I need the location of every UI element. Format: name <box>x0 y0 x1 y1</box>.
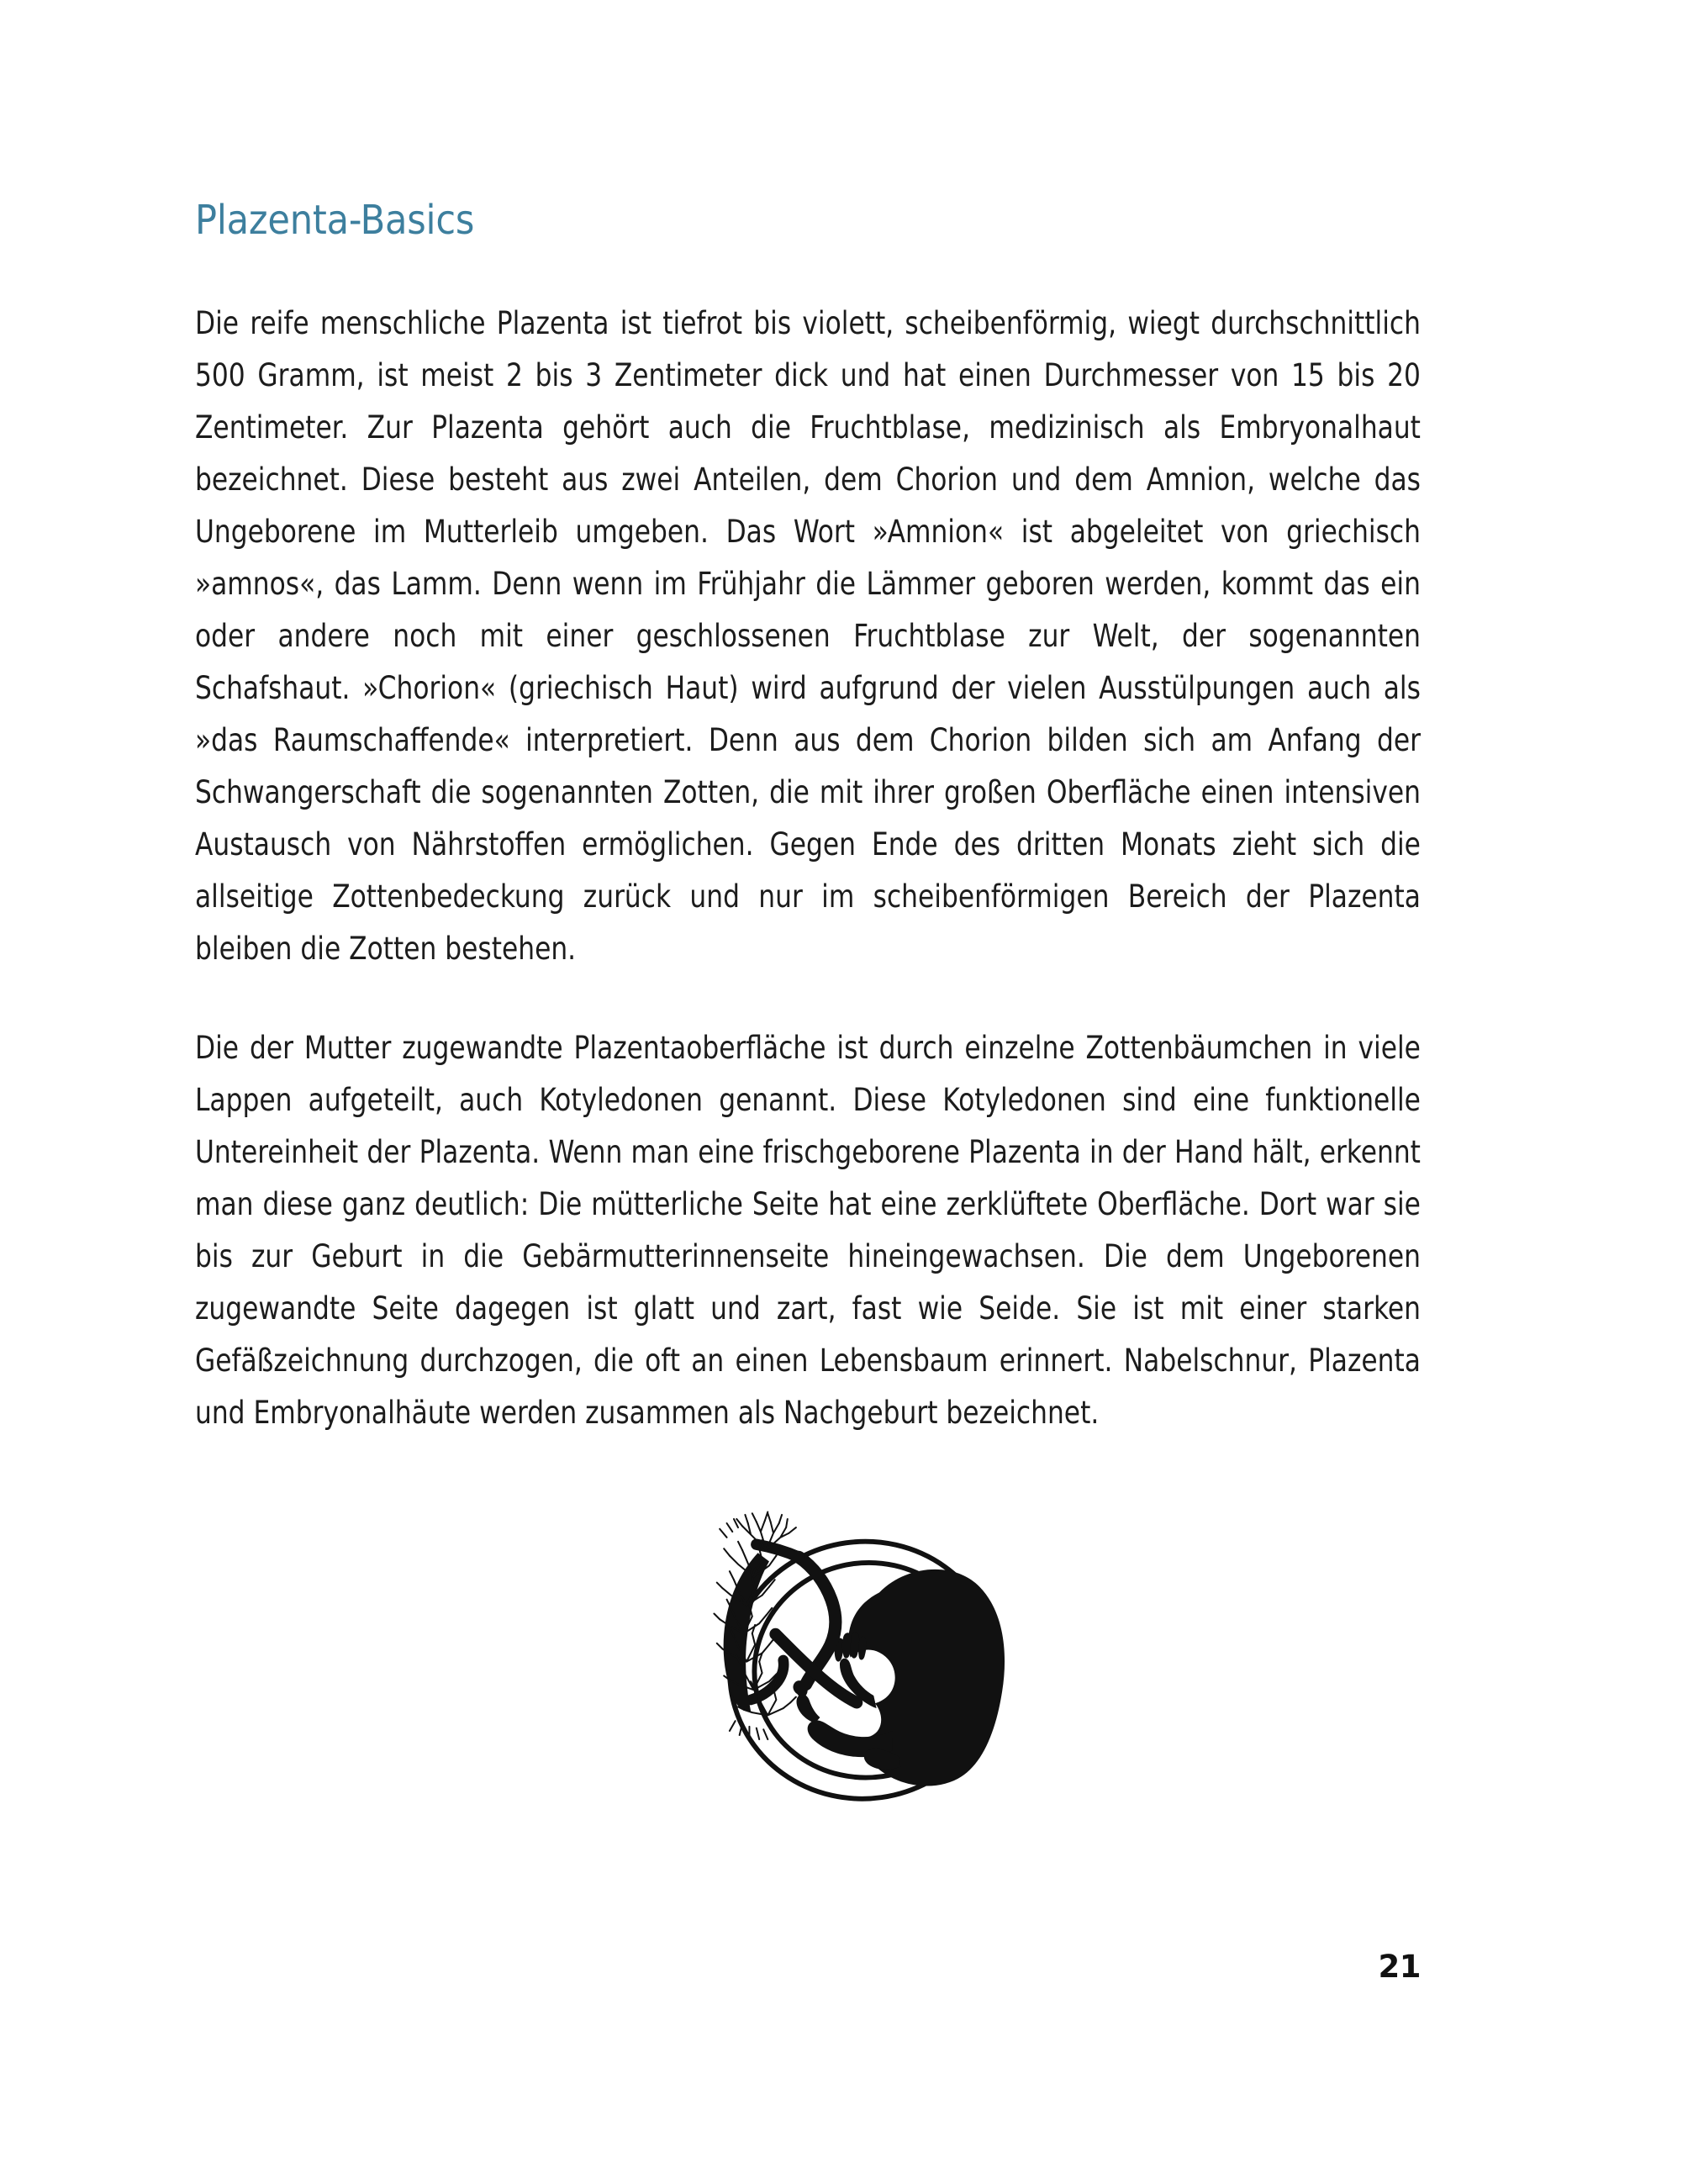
fetus-in-amniotic-sac-with-placenta-illustration <box>667 1488 1021 1841</box>
paragraph-kotyledonen-description: Die der Mutter zugewandte Plazentaoberfläche ist durch einzelne Zottenbäumchen in viele Lappen aufgeteilt, auch Kotyledonen genannt. Diese Kotyledonen sind eine funktionelle Untereinheit der Plazenta. Wenn man eine frischgeborene Plazenta in der Hand hält, erkennt man diese ganz deutlich: Die mütterliche Seite hat eine zerklüftete Oberfläche. Dort war sie bis zur Geburt in die Gebärmutterinnenseite hineingewachsen. Die dem Ungeborenen zugewandte Seite dagegen ist glatt und zart, fast wie Seide. Sie ist mit einer starken Gefäßzeichnung durchzogen, die oft an einen Lebensbaum erinnert. Nabelschnur, Plazenta und Embryonalhäute werden zusammen als Nachgeburt bezeichnet. <box>195 1030 1421 1431</box>
paragraph-plazenta-description: Die reife menschliche Plazenta ist tiefrot bis violett, scheibenförmig, wiegt durchschnittlich 500 Gramm, ist meist 2 bis 3 Zentimeter dick und hat einen Durchmesser von 15 bis 20 Zentimeter. Zur Plazenta gehört auch die Fruchtblase, medizinisch als Embryonalhaut bezeichnet. Diese besteht aus zwei Anteilen, dem Chorion und dem Amnion, welche das Ungeborene im Mutterleib umgeben. Das Wort »Amnion« ist abgeleitet von griechisch »amnos«, das Lamm. Denn wenn im Frühjahr die Lämmer geboren werden, kommt das ein oder andere noch mit einer geschlossenen Fruchtblase zur Welt, der sogenannten Schafshaut. »Chorion« (griechisch Haut) wird aufgrund der vielen Ausstülpungen auch als »das Raumschaffende« interpretiert. Denn aus dem Chorion bilden sich am Anfang der Schwangerschaft die sogenannten Zotten, die mit ihrer großen Oberfläche einen intensiven Austausch von Nährstoffen ermöglichen. Gegen Ende des dritten Monats zieht sich die allseitige Zottenbedeckung zurück und nur im scheibenförmigen Bereich der Plazenta bleiben die Zotten bestehen. <box>195 305 1421 967</box>
page-number: 21 <box>1378 1949 1421 1985</box>
text-column <box>195 0 1421 1439</box>
page-title: Plazenta-Basics <box>195 197 475 244</box>
figure-container <box>0 1488 1688 1841</box>
